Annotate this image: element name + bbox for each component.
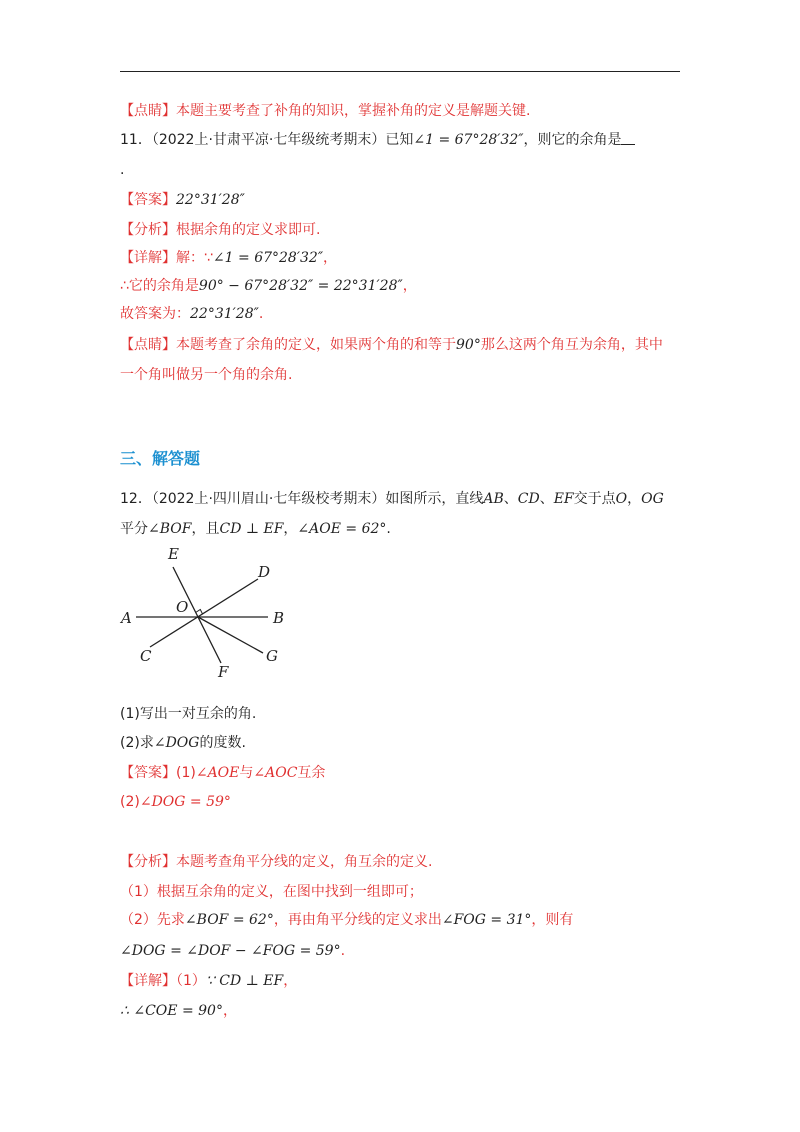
answer-part2-label: (2) <box>120 794 140 810</box>
detail-expr3: 22°31′28″ <box>190 306 259 322</box>
analysis-period: . <box>340 943 346 959</box>
sep: 、 <box>539 491 554 507</box>
q12-sub2 <box>120 733 246 753</box>
question-12-line2 <box>120 519 391 539</box>
question-12-line1 <box>120 489 664 509</box>
q12-sub2-expr: ∠DOG <box>153 735 200 751</box>
analysis-line3-b: ，再由角平分线的定义求出 <box>273 912 442 928</box>
section-title: 三、解答题 <box>120 449 201 468</box>
line-ab: AB <box>483 491 504 507</box>
answer-and: 与 <box>239 765 254 781</box>
ray-og: OG <box>641 491 664 507</box>
q12-answer-line2 <box>120 792 231 812</box>
answer-blank <box>621 130 635 145</box>
angle-aoe-expr: ∠AOE = 62° <box>297 521 387 537</box>
detail-comma2: ， <box>402 278 417 294</box>
question-11 <box>120 130 635 150</box>
q11-note-line1 <box>120 335 663 355</box>
ray-og-drawing <box>198 617 263 653</box>
q11-text: 已知 <box>385 132 414 148</box>
q12-sub2-suffix: 的度数. <box>199 735 246 751</box>
period: . <box>386 521 391 537</box>
detail-line2-prefix: ∴它的余角是 <box>120 278 199 294</box>
answer-angle-aoe: ∠AOE <box>195 765 240 781</box>
q12-sub2-prefix: (2)求 <box>120 735 154 751</box>
top-note-text: 【点睛】本题主要考查了补角的知识，掌握补角的定义是解题关键. <box>120 103 531 119</box>
q12-line2-a: 平分 <box>120 521 148 537</box>
label-g: G <box>266 647 278 665</box>
note-degree: 90° <box>456 337 481 353</box>
analysis-line1: 【分析】本题考查角平分线的定义，角互余的定义. <box>120 854 433 870</box>
analysis-line2: （1）根据互余角的定义，在图中找到一组即可； <box>120 884 423 900</box>
header-rule <box>120 71 680 72</box>
label-e: E <box>168 545 179 563</box>
detail-angle-coe: ∴ ∠COE = 90° <box>120 1003 223 1019</box>
q12-analysis-line4 <box>120 941 345 961</box>
q11-note-line2 <box>120 365 292 385</box>
note-line2: 一个角叫做另一个角的余角. <box>120 367 293 383</box>
analysis-angle-fog: ∠FOG = 31° <box>441 912 532 928</box>
angle-bof: ∠BOF <box>148 521 192 537</box>
q11-answer <box>120 190 245 210</box>
label-o: O <box>176 598 189 616</box>
answer-angle-dog: ∠DOG = 59° <box>139 794 231 810</box>
q11-text-b: ，则它的余角是 <box>523 132 622 148</box>
q11-number: 11． <box>120 132 152 148</box>
q12-answer-label: 【答案】(1) <box>120 765 196 781</box>
q11-angle-expr: ∠1 = 67°28′32″ <box>413 132 524 148</box>
line-ef: EF <box>553 491 574 507</box>
q12-sub1-text: (1)写出一对互余的角. <box>120 706 257 722</box>
q11-detail-line1 <box>120 248 337 268</box>
q11-detail-line2 <box>120 276 417 296</box>
detail-label: 【详解】解：∵ <box>120 250 213 266</box>
geometry-figure <box>118 545 318 680</box>
q11-analysis-text: 【分析】根据余角的定义求即可. <box>120 222 321 238</box>
q12-analysis-line3 <box>120 910 573 930</box>
q12-detail-line1 <box>120 971 297 991</box>
sep: ， <box>283 521 298 537</box>
label-b: B <box>273 609 285 627</box>
detail-comma: ， <box>222 1003 237 1019</box>
q12-analysis-line2 <box>120 882 423 902</box>
detail-comma: ， <box>283 973 298 989</box>
perp-expr: CD ⊥ EF <box>219 521 284 537</box>
q11-detail-line3 <box>120 304 263 324</box>
answer-complementary: 互余 <box>297 765 326 781</box>
q12-source: （2022上·四川眉山·七年级校考期末） <box>151 491 386 507</box>
detail-period: . <box>258 306 264 322</box>
q11-analysis <box>120 220 320 240</box>
top-note <box>120 101 530 121</box>
analysis-dog-expr: ∠DOG = ∠DOF − ∠FOG = 59° <box>120 943 341 959</box>
label-d: D <box>258 563 271 581</box>
line-cd: CD <box>517 491 540 507</box>
label-f: F <box>218 663 229 680</box>
analysis-line3-c: ，则有 <box>531 912 574 928</box>
detail-comma1: ， <box>323 250 338 266</box>
label-a: A <box>121 609 132 627</box>
q12-detail-label: 【详解】（1） <box>120 973 206 989</box>
q12-detail-line2 <box>120 1001 237 1021</box>
detail-perp: ∵ CD ⊥ EF <box>205 973 284 989</box>
q12-analysis-line1 <box>120 852 432 872</box>
label-c: C <box>140 647 152 665</box>
q12-line2-b: ，且 <box>191 521 220 537</box>
q12-text-a: 如图所示，直线 <box>385 491 484 507</box>
q12-text-b: 交于点 <box>573 491 616 507</box>
q12-sub1 <box>120 704 256 724</box>
answer-label: 【答案】 <box>120 192 176 208</box>
q11-trail <box>120 160 124 180</box>
line-cd-drawing <box>150 579 258 647</box>
sep: 、 <box>503 491 518 507</box>
detail-expr2: 90° − 67°28′32″ = 22°31′28″ <box>198 278 403 294</box>
answer-angle-aoc: ∠AOC <box>253 765 298 781</box>
detail-line3-prefix: 故答案为： <box>120 306 190 322</box>
answer-value: 22°31′28″ <box>176 192 245 208</box>
detail-expr1: ∠1 = 67°28′32″ <box>212 250 324 266</box>
q11-source: （2022上·甘肃平凉·七年级统考期末） <box>151 132 386 148</box>
q12-answer-line1 <box>120 763 325 783</box>
sep: ， <box>627 491 642 507</box>
analysis-angle-bof: ∠BOF = 62° <box>184 912 274 928</box>
point-o: O <box>615 491 628 507</box>
note-prefix: 【点睛】本题考查了余角的定义，如果两个角的和等于 <box>120 337 456 353</box>
note-suffix: 那么这两个角互为余角，其中 <box>480 337 663 353</box>
q12-number: 12． <box>120 491 152 507</box>
q11-trail-text: . <box>120 162 125 178</box>
analysis-line3-a: （2）先求 <box>120 912 185 928</box>
